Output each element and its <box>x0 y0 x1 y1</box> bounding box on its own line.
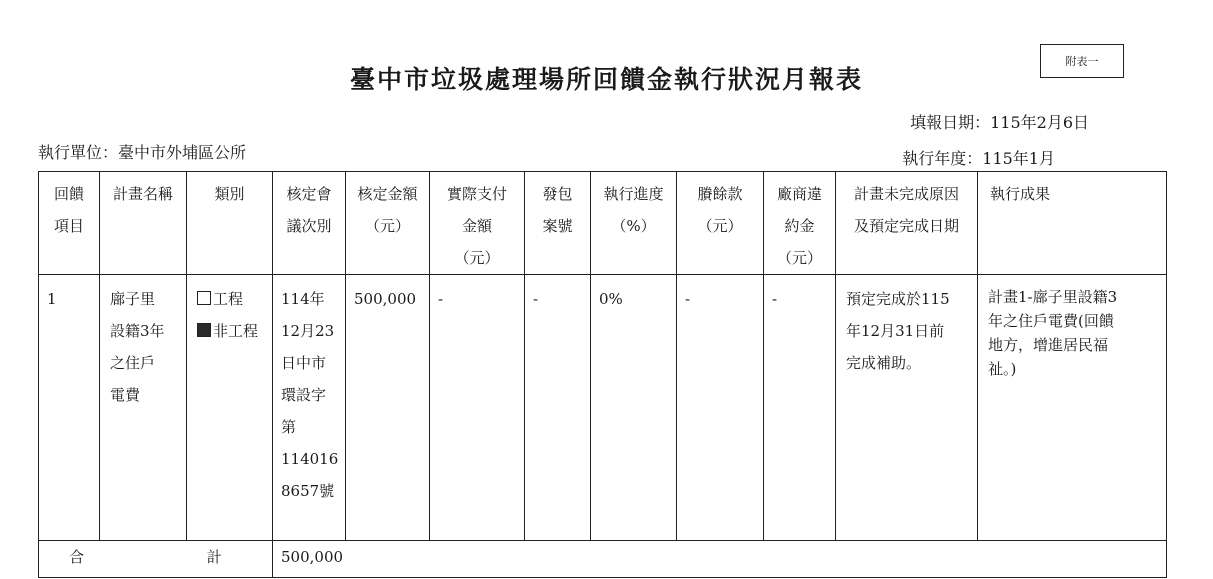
cell-item: 1 <box>39 275 100 541</box>
col-progress: 執行進度 （%） <box>591 172 677 275</box>
header-row <box>39 172 1167 275</box>
total-row <box>39 541 1167 578</box>
report-title: 臺中市垃圾處理場所回饋金執行狀況月報表 <box>349 65 863 94</box>
checkbox-checked <box>197 323 211 337</box>
cell-result: 計畫1-廍子里設籍3 年之住戶電費(回饋 地方，增進居民福 祉。) <box>978 275 1167 541</box>
cell-actual-paid: - <box>430 275 525 541</box>
report-table <box>38 171 1167 578</box>
cell-reason: 預定完成於115 年12月31日前 完成補助。 <box>836 275 978 541</box>
col-surplus: 賸餘款 （元） <box>677 172 764 275</box>
attachment-tag: 附表一 <box>1040 44 1124 78</box>
executing-unit: 執行單位：臺中市外埔區公所 <box>38 143 247 162</box>
table-row <box>39 275 1167 541</box>
cell-surplus: - <box>677 275 764 541</box>
col-meeting: 核定會 議次別 <box>273 172 346 275</box>
cell-meeting: 114年 12月23 日中市 環設字 第 114016 8657號 <box>273 275 346 541</box>
execution-period: 執行年度：115年1月 <box>902 149 1055 168</box>
col-category: 類別 <box>187 172 273 275</box>
col-reason: 計畫未完成原因 及預定完成日期 <box>836 172 978 275</box>
col-item: 回饋 項目 <box>39 172 100 275</box>
cell-name: 廍子里 設籍3年 之住戶 電費 <box>100 275 187 541</box>
col-approved-amount: 核定金額 （元） <box>346 172 430 275</box>
col-result: 執行成果 <box>978 172 1167 275</box>
cell-penalty: - <box>764 275 836 541</box>
col-contract-no: 發包 案號 <box>525 172 591 275</box>
total-label: 合 計 <box>39 541 273 578</box>
col-name: 計畫名稱 <box>100 172 187 275</box>
cell-progress: 0% <box>591 275 677 541</box>
fill-date: 填報日期：115年2月6日 <box>910 113 1089 132</box>
checkbox-unchecked <box>197 291 211 305</box>
col-penalty: 廠商違 約金 （元） <box>764 172 836 275</box>
col-actual-paid: 實際支付 金額 （元） <box>430 172 525 275</box>
total-value: 500,000 <box>273 541 1167 578</box>
cell-category: 工程 非工程 <box>187 275 273 541</box>
cell-approved-amount: 500,000 <box>346 275 430 541</box>
cell-contract-no: - <box>525 275 591 541</box>
